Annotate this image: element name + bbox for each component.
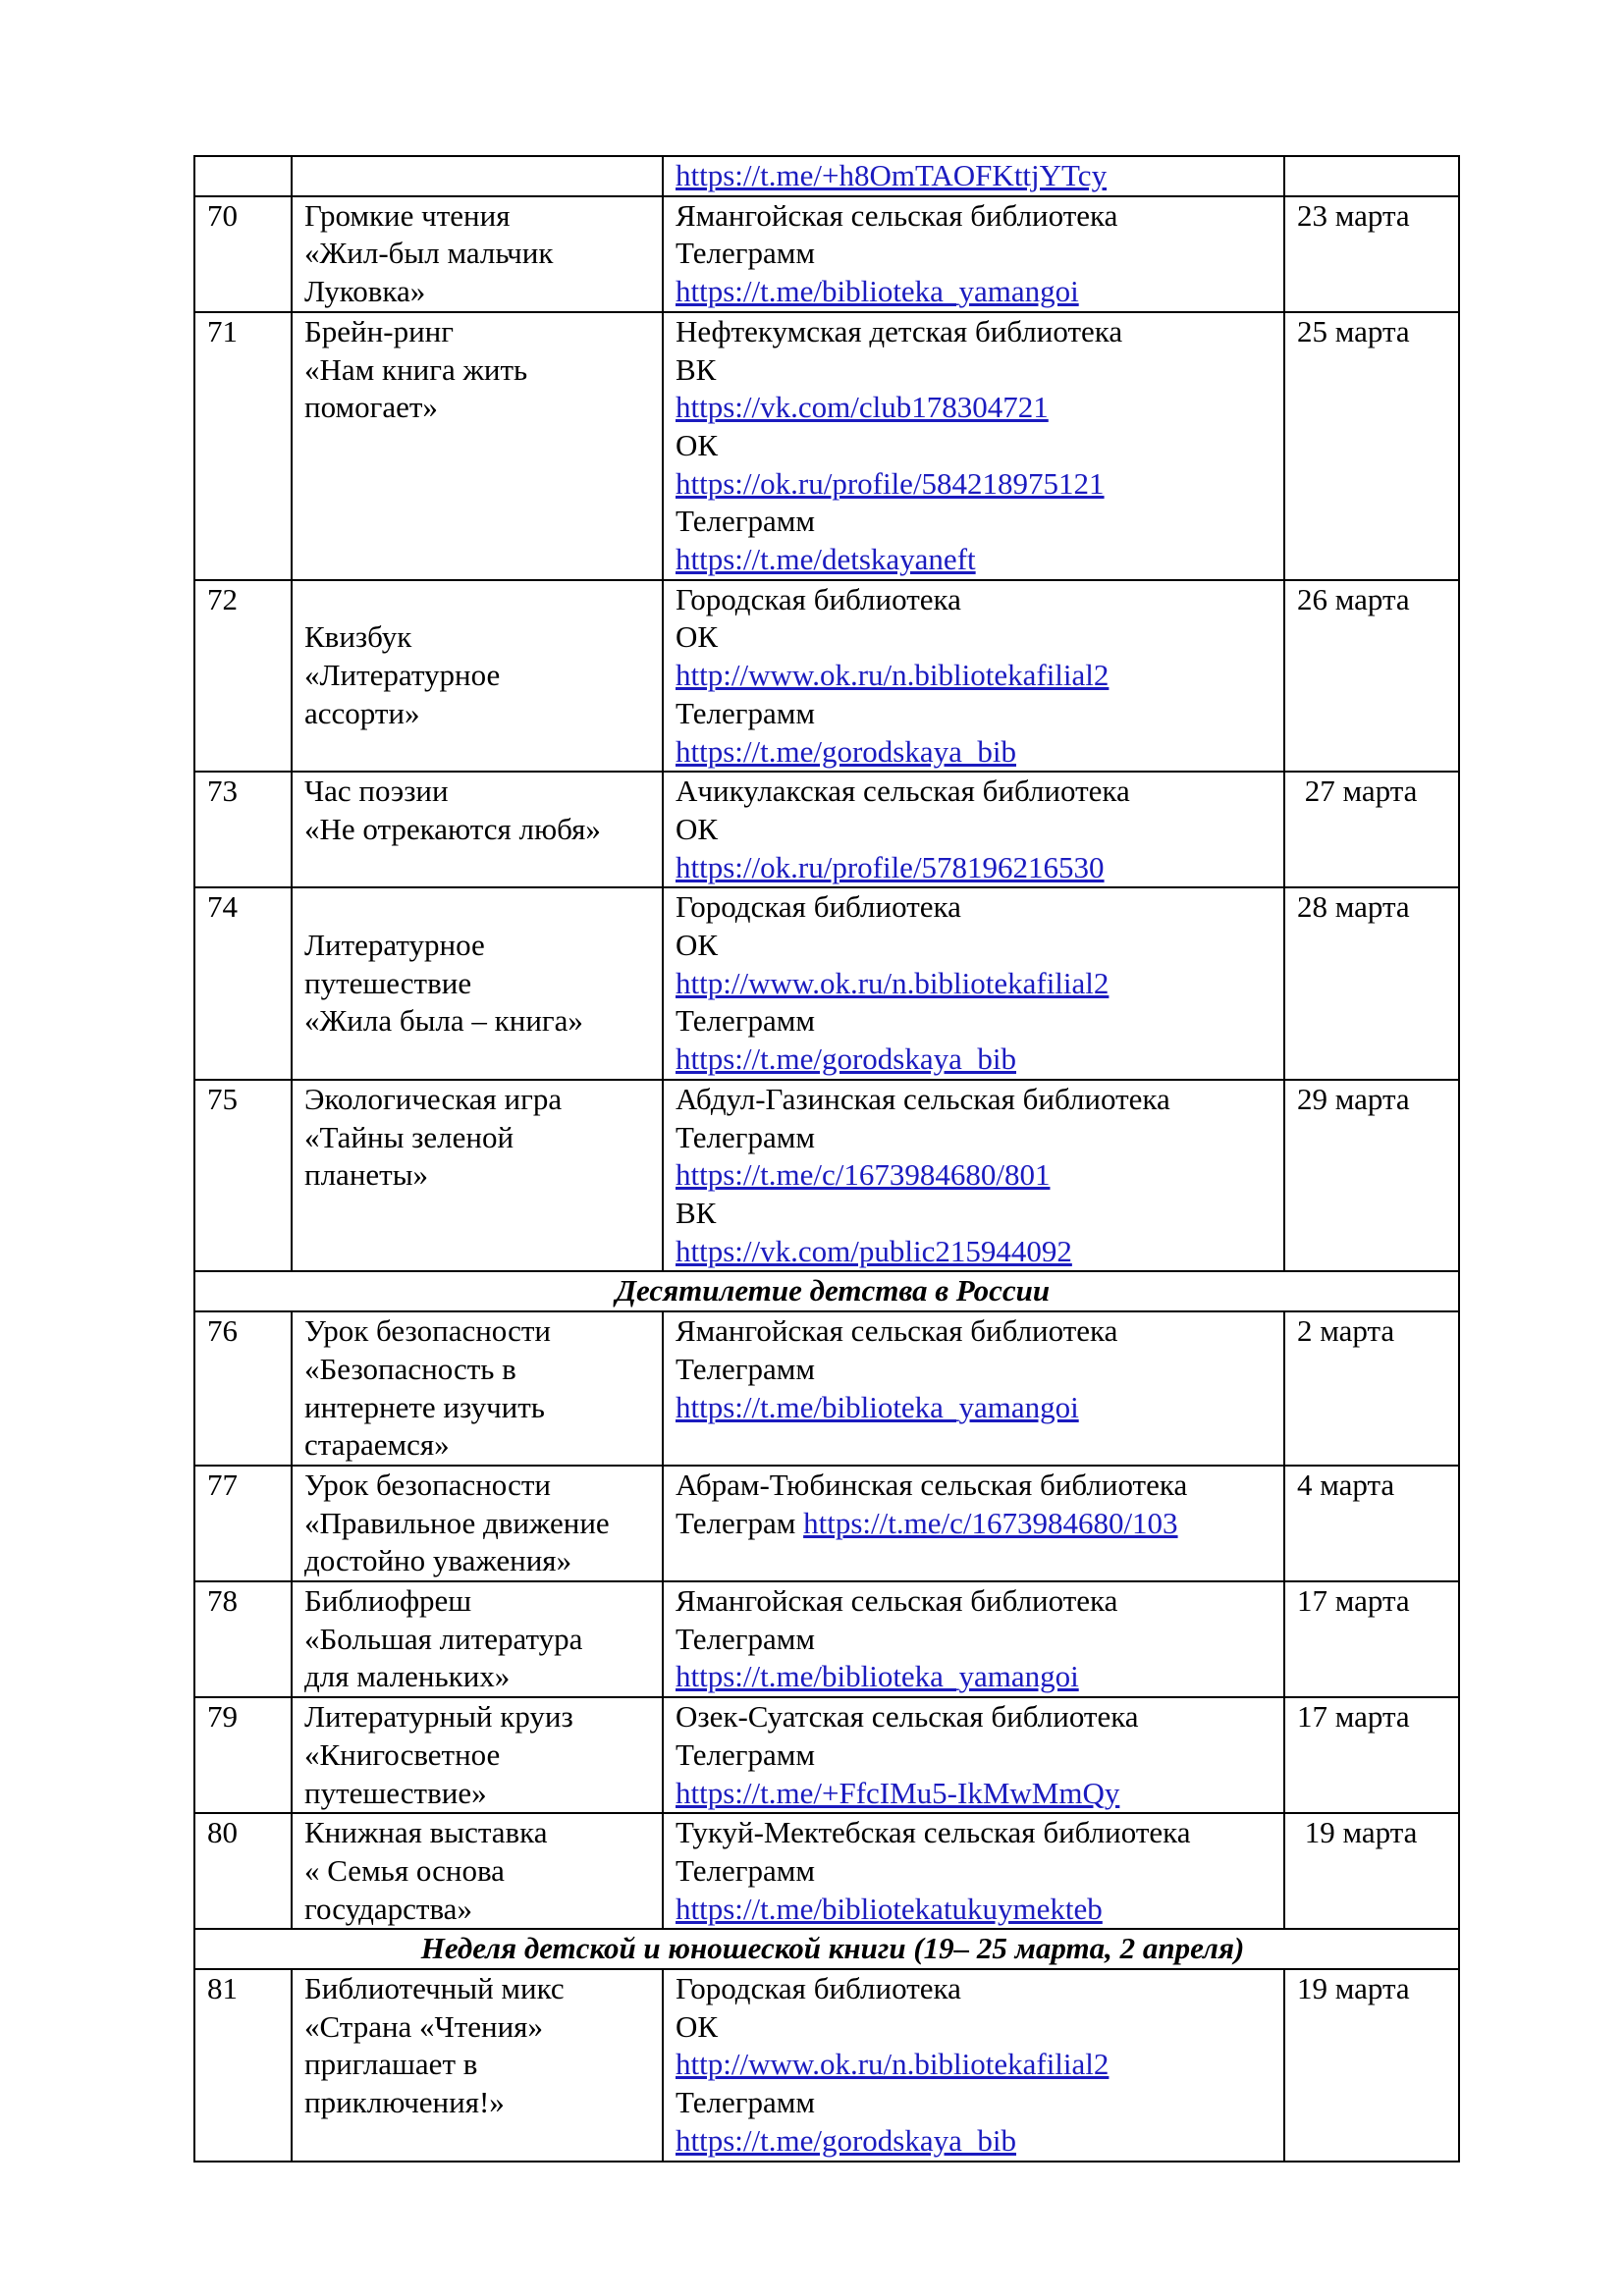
platform-label: Телеграмм [676, 1621, 815, 1656]
row-number-cell [194, 1697, 292, 1813]
platform-label: Телеграмм [676, 236, 815, 271]
row-number-cell [194, 1813, 292, 1929]
web-link[interactable]: http://www.ok.ru/n.bibliotekafilial2 [676, 2047, 1110, 2082]
row-number-cell [194, 1969, 292, 2162]
section-heading: Десятилетие детства в России [194, 1271, 1459, 1311]
table-row [194, 1466, 1459, 1581]
event-date: 29 марта [1297, 1081, 1410, 1116]
event-cell [292, 1466, 663, 1581]
web-link[interactable]: http://www.ok.ru/n.bibliotekafilial2 [676, 658, 1110, 693]
event-title-line: стараемся» [304, 1427, 450, 1463]
platform-label: Телеграмм [676, 1351, 815, 1386]
date-cell [1284, 1697, 1459, 1813]
platform-label: Телеграмм [676, 695, 815, 730]
event-title-line: Книжная выставка [304, 1815, 548, 1850]
row-number: 79 [207, 1699, 238, 1735]
event-title-line: путешествие [304, 965, 472, 1000]
event-cell [292, 580, 663, 773]
event-date: 2 марта [1297, 1313, 1395, 1349]
row-number: 78 [207, 1583, 238, 1619]
row-number: 73 [207, 774, 238, 809]
library-name: Ямангойская сельская библиотека [676, 1583, 1118, 1619]
web-link[interactable]: https://t.me/bibliotekatukuymekteb [676, 1891, 1103, 1926]
venue-cell [663, 1969, 1284, 2162]
event-date: 26 марта [1297, 581, 1410, 616]
event-title-line: «Тайны зеленой [304, 1119, 514, 1154]
event-title-line: Луковка» [304, 274, 426, 309]
platform-label: ОК [676, 928, 719, 963]
event-date: 28 марта [1297, 889, 1410, 925]
venue-cell [663, 580, 1284, 773]
venue-cell [663, 1813, 1284, 1929]
web-link[interactable]: http://www.ok.ru/n.bibliotekafilial2 [676, 965, 1110, 1000]
event-title-line: Урок безопасности [304, 1467, 551, 1502]
platform-label: ОК [676, 811, 719, 846]
event-date: 17 марта [1297, 1583, 1410, 1619]
table-row [194, 312, 1459, 580]
row-number-cell [194, 156, 292, 196]
web-link[interactable]: https://t.me/gorodskaya_bib [676, 1041, 1016, 1077]
table-row [194, 1080, 1459, 1272]
event-title-line: достойно уважения» [304, 1543, 572, 1578]
event-cell [292, 772, 663, 887]
table-row [194, 580, 1459, 773]
event-title-line: путешествие» [304, 1775, 487, 1810]
event-cell [292, 1697, 663, 1813]
row-number-cell [194, 196, 292, 312]
event-title-line: помогает» [304, 390, 438, 425]
row-number-cell [194, 312, 292, 580]
date-cell [1284, 1311, 1459, 1466]
library-name: Городская библиотека [676, 581, 961, 616]
web-link[interactable]: https://t.me/c/1673984680/801 [676, 1157, 1051, 1193]
table-row [194, 1581, 1459, 1697]
platform-label: ОК [676, 619, 719, 655]
event-date: 27 марта [1297, 774, 1418, 809]
events-table [193, 155, 1460, 2163]
row-number: 75 [207, 1081, 238, 1116]
venue-cell [663, 196, 1284, 312]
event-title-line: Урок безопасности [304, 1313, 551, 1349]
event-title-line: приключения!» [304, 2085, 505, 2120]
row-number: 80 [207, 1815, 238, 1850]
table-row [194, 196, 1459, 312]
section-row [194, 1929, 1459, 1969]
event-cell [292, 1813, 663, 1929]
event-title-line: Библиофреш [304, 1583, 472, 1619]
event-title-line: Громкие чтения [304, 197, 511, 233]
platform-label: ОК [676, 2008, 719, 2044]
table-row [194, 1697, 1459, 1813]
web-link[interactable]: https://t.me/detskayaneft [676, 542, 976, 577]
event-title-line: «Безопасность в [304, 1351, 516, 1386]
venue-cell [663, 772, 1284, 887]
event-title-line: «Книгосветное [304, 1736, 501, 1772]
event-cell [292, 1080, 663, 1272]
venue-cell [663, 312, 1284, 580]
date-cell [1284, 1813, 1459, 1929]
spacer [304, 581, 662, 619]
event-title-line: приглашает в [304, 2047, 478, 2082]
date-cell [1284, 156, 1459, 196]
web-link[interactable]: https://t.me/biblioteka_yamangoi [676, 1389, 1079, 1424]
date-cell [1284, 312, 1459, 580]
library-name: Абдул-Газинская сельская библиотека [676, 1081, 1170, 1116]
event-cell [292, 196, 663, 312]
event-title-line: Экологическая игра [304, 1081, 563, 1116]
events-table-body [194, 156, 1459, 2162]
event-title-line: «Большая литература [304, 1621, 583, 1656]
web-link[interactable]: https://t.me/biblioteka_yamangoi [676, 274, 1079, 309]
event-title-line: планеты» [304, 1157, 429, 1193]
date-cell [1284, 772, 1459, 887]
event-title-line: Литературное [304, 928, 485, 963]
event-title-line: «Жил-был мальчик [304, 236, 554, 271]
platform-label: Телеграмм [676, 2085, 815, 2120]
event-cell [292, 1581, 663, 1697]
library-name: Ямангойская сельская библиотека [676, 197, 1118, 233]
library-name: Городская библиотека [676, 889, 961, 925]
library-name: Городская библиотека [676, 1971, 961, 2006]
event-date: 25 марта [1297, 313, 1410, 348]
venue-cell [663, 1466, 1284, 1581]
row-number-cell [194, 887, 292, 1080]
event-title-line: Библиотечный микс [304, 1971, 565, 2006]
row-number-cell [194, 772, 292, 887]
event-title-line: государства» [304, 1891, 472, 1926]
event-cell [292, 1969, 663, 2162]
date-cell [1284, 1466, 1459, 1581]
web-link[interactable]: https://ok.ru/profile/584218975121 [676, 465, 1105, 501]
event-date: 4 марта [1297, 1467, 1395, 1502]
platform-label: Телеграмм [676, 1736, 815, 1772]
table-row [194, 772, 1459, 887]
row-number: 70 [207, 197, 238, 233]
row-number: 77 [207, 1467, 238, 1502]
event-title-line: Квизбук [304, 619, 412, 655]
telegram-link[interactable]: https://t.me/+h8OmTAOFKttjYTcy [676, 158, 1108, 192]
event-title-line: интернете изучить [304, 1389, 545, 1424]
event-cell [292, 156, 663, 196]
table-row [194, 887, 1459, 1080]
section-heading: Неделя детской и юношеской книги (19– 25 марта, 2 апреля) [194, 1929, 1459, 1969]
row-number-cell [194, 1311, 292, 1466]
event-title-line: «Жила была – книга» [304, 1003, 583, 1039]
venue-cell [663, 156, 1284, 196]
platform-label: Телеграмм [676, 1003, 815, 1039]
row-number: 72 [207, 581, 238, 616]
event-title-line: Брейн-ринг [304, 313, 454, 348]
row-number-cell [194, 580, 292, 773]
event-title-line: « Семья основа [304, 1852, 505, 1888]
row-number-cell [194, 1581, 292, 1697]
platform-label: ВК [676, 351, 717, 387]
event-date: 19 марта [1297, 1971, 1410, 2006]
web-link[interactable]: https://vk.com/public215944092 [676, 1233, 1072, 1268]
library-name: Ачикулакская сельская библиотека [676, 774, 1130, 809]
telegram-link[interactable]: https://t.me/c/1673984680/103 [803, 1505, 1178, 1540]
table-row [194, 1813, 1459, 1929]
venue-cell [663, 1311, 1284, 1466]
event-date: 17 марта [1297, 1699, 1410, 1735]
event-title-line: ассорти» [304, 695, 420, 730]
venue-cell [663, 1581, 1284, 1697]
section-row [194, 1271, 1459, 1311]
event-title-line: для маленьких» [304, 1659, 511, 1694]
event-date: 23 марта [1297, 197, 1410, 233]
spacer [304, 888, 662, 927]
platform-label: Телеграмм [676, 1119, 815, 1154]
row-number: 81 [207, 1971, 238, 2006]
platform-label: Телеграм [676, 1505, 804, 1540]
web-link[interactable]: https://t.me/biblioteka_yamangoi [676, 1659, 1079, 1694]
row-number-cell [194, 1080, 292, 1272]
event-title-line: «Правильное движение [304, 1505, 610, 1540]
web-link[interactable]: https://t.me/+FfcIMu5-IkMwMmQy [676, 1775, 1120, 1810]
web-link[interactable]: https://t.me/gorodskaya_bib [676, 733, 1016, 769]
event-title-line: «Нам книга жить [304, 351, 528, 387]
library-name: Абрам-Тюбинская сельская библиотека [676, 1467, 1188, 1502]
event-title-line: «Литературное [304, 658, 501, 693]
library-name: Тукуй-Мектебская сельская библиотека [676, 1815, 1191, 1850]
venue-cell [663, 887, 1284, 1080]
row-number: 71 [207, 313, 238, 348]
platform-label: ОК [676, 427, 719, 462]
library-name: Нефтекумская детская библиотека [676, 313, 1123, 348]
event-title-line: Час поэзии [304, 774, 449, 809]
venue-cell [663, 1697, 1284, 1813]
row-number-cell [194, 1466, 292, 1581]
event-date: 19 марта [1297, 1815, 1418, 1850]
event-title-line: «Страна «Чтения» [304, 2008, 543, 2044]
web-link[interactable]: https://vk.com/club178304721 [676, 390, 1049, 425]
web-link[interactable]: https://t.me/gorodskaya_bib [676, 2122, 1016, 2158]
date-cell [1284, 1969, 1459, 2162]
row-number: 74 [207, 889, 238, 925]
event-title-line: «Не отрекаются любя» [304, 811, 601, 846]
event-cell [292, 887, 663, 1080]
date-cell [1284, 1080, 1459, 1272]
venue-line [676, 1505, 1283, 1543]
table-row [194, 1311, 1459, 1466]
date-cell [1284, 580, 1459, 773]
library-name: Ямангойская сельская библиотека [676, 1313, 1118, 1349]
library-name: Озек-Суатская сельская библиотека [676, 1699, 1139, 1735]
platform-label: Телеграмм [676, 504, 815, 539]
event-cell [292, 1311, 663, 1466]
date-cell [1284, 196, 1459, 312]
table-row [194, 156, 1459, 196]
row-number: 76 [207, 1313, 238, 1349]
date-cell [1284, 887, 1459, 1080]
table-row [194, 1969, 1459, 2162]
event-title-line: Литературный круиз [304, 1699, 573, 1735]
date-cell [1284, 1581, 1459, 1697]
platform-label: ВК [676, 1195, 717, 1230]
venue-cell [663, 1080, 1284, 1272]
platform-label: Телеграмм [676, 1852, 815, 1888]
event-cell [292, 312, 663, 580]
web-link[interactable]: https://ok.ru/profile/578196216530 [676, 849, 1105, 884]
